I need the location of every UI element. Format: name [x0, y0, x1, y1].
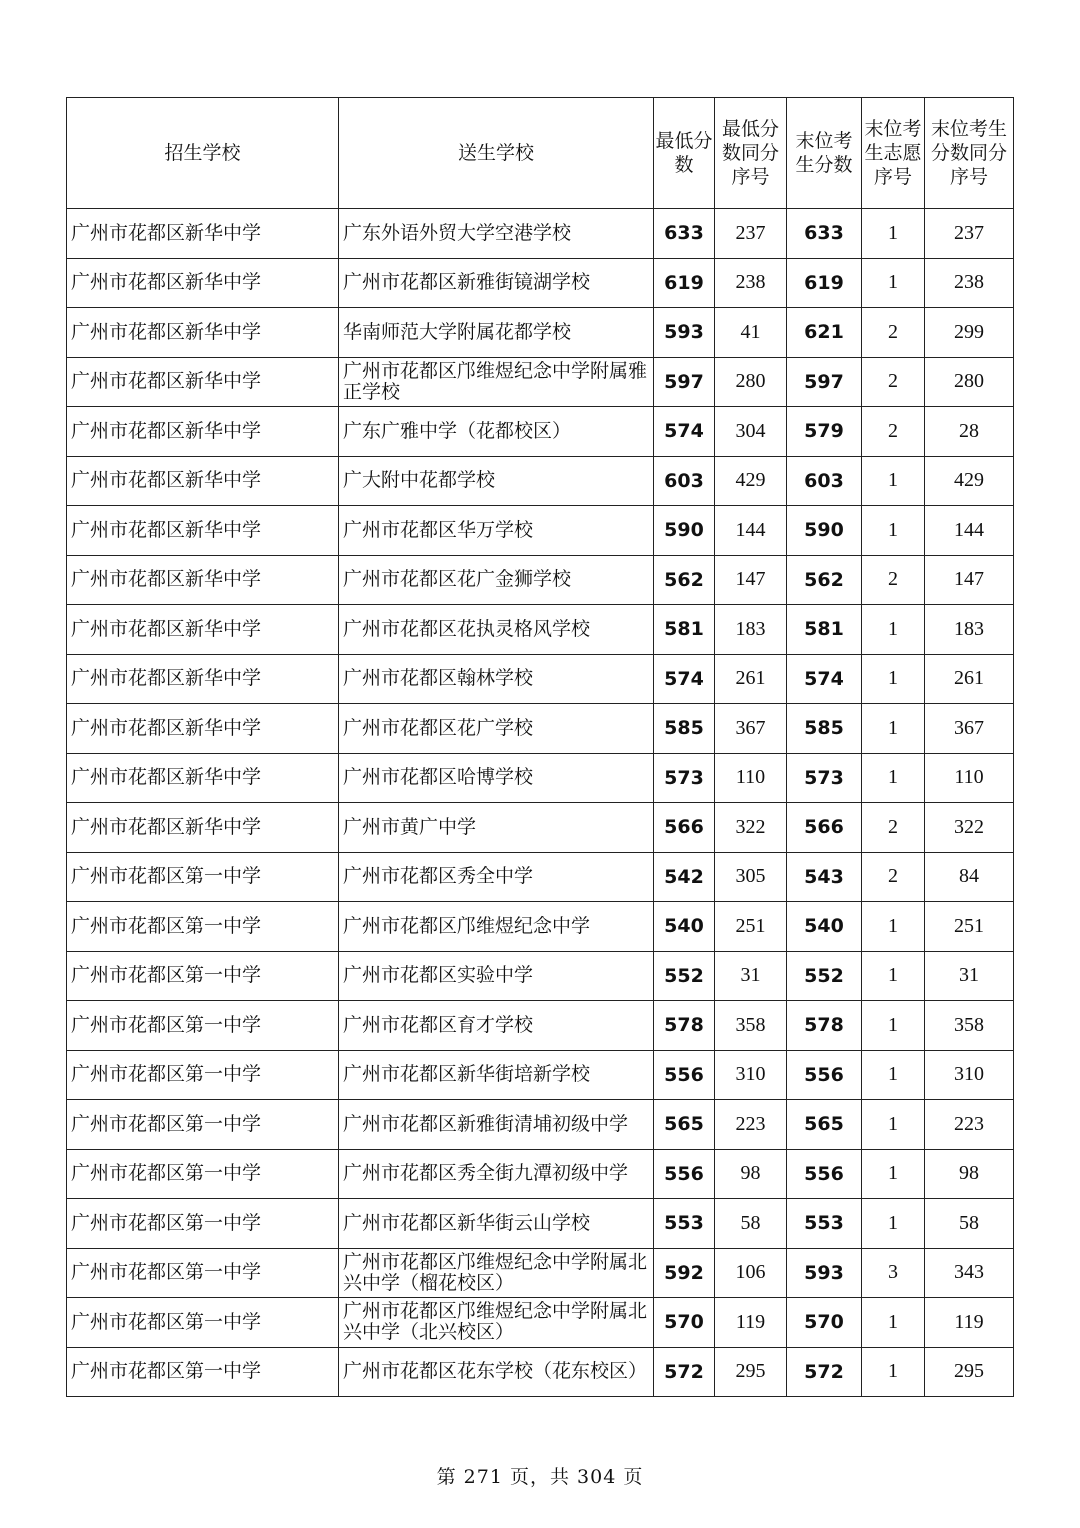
cell-sender-school: 广州市花都区新雅街清埔初级中学	[339, 1100, 654, 1150]
cell-admit-school: 广州市花都区新华中学	[67, 555, 339, 605]
cell-admit-school: 广州市花都区第一中学	[67, 1100, 339, 1150]
cell-min-score-rank: 183	[715, 605, 787, 655]
cell-min-score-rank: 110	[715, 753, 787, 803]
cell-sender-school: 广州市花都区实验中学	[339, 951, 654, 1001]
cell-last-score: 570	[787, 1298, 862, 1348]
cell-min-score-rank: 106	[715, 1248, 787, 1298]
table-row	[67, 902, 1014, 952]
cell-min-score: 542	[654, 852, 715, 902]
cell-sender-school: 广州市花都区育才学校	[339, 1001, 654, 1051]
cell-last-rank: 429	[925, 456, 1014, 506]
cell-admit-school: 广州市花都区新华中学	[67, 753, 339, 803]
cell-last-choice: 1	[862, 704, 925, 754]
table-row	[67, 308, 1014, 358]
table-row	[67, 209, 1014, 259]
cell-admit-school: 广州市花都区新华中学	[67, 308, 339, 358]
cell-min-score-rank: 237	[715, 209, 787, 259]
cell-min-score: 553	[654, 1199, 715, 1249]
cell-min-score: 619	[654, 258, 715, 308]
header-sender-school: 送生学校	[339, 98, 654, 209]
cell-last-rank: 343	[925, 1248, 1014, 1298]
cell-last-score: 578	[787, 1001, 862, 1051]
cell-admit-school: 广州市花都区第一中学	[67, 1347, 339, 1397]
table-row	[67, 1347, 1014, 1397]
cell-last-choice: 1	[862, 258, 925, 308]
cell-admit-school: 广州市花都区新华中学	[67, 357, 339, 407]
cell-sender-school: 广州市花都区秀全街九潭初级中学	[339, 1149, 654, 1199]
cell-min-score: 540	[654, 902, 715, 952]
table-row	[67, 704, 1014, 754]
cell-sender-school: 广州市花都区秀全中学	[339, 852, 654, 902]
cell-sender-school: 广大附中花都学校	[339, 456, 654, 506]
cell-last-score: 579	[787, 407, 862, 457]
cell-min-score-rank: 119	[715, 1298, 787, 1348]
cell-last-score: 593	[787, 1248, 862, 1298]
table-row	[67, 1001, 1014, 1051]
cell-min-score-rank: 31	[715, 951, 787, 1001]
cell-min-score: 581	[654, 605, 715, 655]
cell-last-rank: 28	[925, 407, 1014, 457]
cell-last-rank: 119	[925, 1298, 1014, 1348]
cell-min-score-rank: 304	[715, 407, 787, 457]
cell-admit-school: 广州市花都区新华中学	[67, 209, 339, 259]
cell-last-choice: 2	[862, 407, 925, 457]
cell-last-rank: 147	[925, 555, 1014, 605]
cell-last-choice: 1	[862, 902, 925, 952]
cell-admit-school: 广州市花都区新华中学	[67, 803, 339, 853]
cell-min-score: 597	[654, 357, 715, 407]
cell-sender-school: 华南师范大学附属花都学校	[339, 308, 654, 358]
cell-last-score: 581	[787, 605, 862, 655]
cell-min-score: 556	[654, 1050, 715, 1100]
cell-min-score: 633	[654, 209, 715, 259]
cell-min-score-rank: 41	[715, 308, 787, 358]
cell-last-rank: 358	[925, 1001, 1014, 1051]
cell-last-rank: 367	[925, 704, 1014, 754]
cell-min-score: 590	[654, 506, 715, 556]
header-last-rank: 末位考生分数同分序号	[925, 98, 1014, 209]
cell-min-score-rank: 367	[715, 704, 787, 754]
cell-last-choice: 1	[862, 605, 925, 655]
cell-last-choice: 2	[862, 852, 925, 902]
table-body	[67, 209, 1014, 1397]
page-footer: 第 271 页，共 304 页	[436, 1466, 644, 1488]
cell-admit-school: 广州市花都区新华中学	[67, 605, 339, 655]
cell-admit-school: 广州市花都区新华中学	[67, 704, 339, 754]
table-row	[67, 357, 1014, 407]
cell-sender-school: 广州市花都区华万学校	[339, 506, 654, 556]
cell-last-choice: 1	[862, 1001, 925, 1051]
cell-last-rank: 295	[925, 1347, 1014, 1397]
cell-sender-school: 广州市花都区邝维煜纪念中学附属雅正学校	[339, 357, 654, 407]
header-admit-school: 招生学校	[67, 98, 339, 209]
cell-min-score: 574	[654, 654, 715, 704]
cell-last-score: 597	[787, 357, 862, 407]
table-row	[67, 605, 1014, 655]
cell-last-score: 603	[787, 456, 862, 506]
cell-min-score: 562	[654, 555, 715, 605]
cell-last-rank: 58	[925, 1199, 1014, 1249]
cell-last-rank: 98	[925, 1149, 1014, 1199]
cell-admit-school: 广州市花都区第一中学	[67, 902, 339, 952]
cell-min-score-rank: 144	[715, 506, 787, 556]
cell-min-score: 573	[654, 753, 715, 803]
cell-last-score: 566	[787, 803, 862, 853]
cell-sender-school: 广州市花都区哈博学校	[339, 753, 654, 803]
cell-last-rank: 238	[925, 258, 1014, 308]
cell-min-score: 593	[654, 308, 715, 358]
table-row	[67, 1298, 1014, 1348]
cell-sender-school: 广州市花都区新雅街镜湖学校	[339, 258, 654, 308]
cell-last-choice: 1	[862, 1199, 925, 1249]
cell-last-score: 619	[787, 258, 862, 308]
cell-admit-school: 广州市花都区新华中学	[67, 258, 339, 308]
cell-admit-school: 广州市花都区第一中学	[67, 1050, 339, 1100]
cell-admit-school: 广州市花都区第一中学	[67, 1248, 339, 1298]
cell-last-rank: 31	[925, 951, 1014, 1001]
cell-last-score: 543	[787, 852, 862, 902]
table-row	[67, 1100, 1014, 1150]
cell-last-choice: 2	[862, 555, 925, 605]
cell-last-choice: 2	[862, 308, 925, 358]
cell-last-choice: 1	[862, 1149, 925, 1199]
cell-min-score: 574	[654, 407, 715, 457]
admission-score-table	[66, 97, 1014, 1397]
cell-last-choice: 1	[862, 654, 925, 704]
cell-last-rank: 223	[925, 1100, 1014, 1150]
cell-last-choice: 3	[862, 1248, 925, 1298]
cell-last-score: 633	[787, 209, 862, 259]
cell-last-choice: 1	[862, 209, 925, 259]
cell-admit-school: 广州市花都区第一中学	[67, 1001, 339, 1051]
cell-last-score: 556	[787, 1050, 862, 1100]
table-row	[67, 803, 1014, 853]
cell-min-score: 565	[654, 1100, 715, 1150]
cell-sender-school: 广州市花都区翰林学校	[339, 654, 654, 704]
cell-last-score: 553	[787, 1199, 862, 1249]
cell-last-score: 572	[787, 1347, 862, 1397]
cell-min-score-rank: 295	[715, 1347, 787, 1397]
table-row	[67, 852, 1014, 902]
header-min-score-rank: 最低分数同分序号	[715, 98, 787, 209]
cell-sender-school: 广州市花都区新华街云山学校	[339, 1199, 654, 1249]
cell-last-rank: 310	[925, 1050, 1014, 1100]
cell-last-choice: 1	[862, 456, 925, 506]
cell-last-rank: 261	[925, 654, 1014, 704]
cell-admit-school: 广州市花都区第一中学	[67, 1149, 339, 1199]
cell-min-score-rank: 305	[715, 852, 787, 902]
cell-min-score-rank: 251	[715, 902, 787, 952]
cell-last-score: 565	[787, 1100, 862, 1150]
cell-min-score: 572	[654, 1347, 715, 1397]
table-row	[67, 1149, 1014, 1199]
cell-last-rank: 280	[925, 357, 1014, 407]
cell-last-rank: 299	[925, 308, 1014, 358]
cell-last-score: 573	[787, 753, 862, 803]
cell-last-choice: 1	[862, 1100, 925, 1150]
cell-sender-school: 广州市花都区花广金狮学校	[339, 555, 654, 605]
cell-min-score: 570	[654, 1298, 715, 1348]
cell-last-choice: 1	[862, 1298, 925, 1348]
cell-min-score-rank: 429	[715, 456, 787, 506]
cell-last-rank: 322	[925, 803, 1014, 853]
cell-admit-school: 广州市花都区新华中学	[67, 456, 339, 506]
cell-last-score: 556	[787, 1149, 862, 1199]
table-row	[67, 1199, 1014, 1249]
cell-last-choice: 2	[862, 357, 925, 407]
cell-sender-school: 广州市花都区花广学校	[339, 704, 654, 754]
cell-last-choice: 1	[862, 951, 925, 1001]
cell-sender-school: 广州市花都区邝维煜纪念中学附属北兴中学（北兴校区）	[339, 1298, 654, 1348]
cell-sender-school: 广州市花都区花执灵格风学校	[339, 605, 654, 655]
cell-last-score: 540	[787, 902, 862, 952]
table-row	[67, 753, 1014, 803]
cell-last-score: 590	[787, 506, 862, 556]
table-row	[67, 506, 1014, 556]
cell-sender-school: 广东广雅中学（花都校区）	[339, 407, 654, 457]
cell-sender-school: 广州市花都区邝维煜纪念中学附属北兴中学（榴花校区）	[339, 1248, 654, 1298]
cell-sender-school: 广州市黄广中学	[339, 803, 654, 853]
cell-sender-school: 广东外语外贸大学空港学校	[339, 209, 654, 259]
table-header-row	[67, 98, 1014, 209]
cell-min-score-rank: 358	[715, 1001, 787, 1051]
cell-last-score: 552	[787, 951, 862, 1001]
cell-last-rank: 183	[925, 605, 1014, 655]
cell-admit-school: 广州市花都区新华中学	[67, 654, 339, 704]
table-row	[67, 407, 1014, 457]
cell-min-score: 592	[654, 1248, 715, 1298]
table-row	[67, 258, 1014, 308]
cell-min-score-rank: 98	[715, 1149, 787, 1199]
cell-min-score: 578	[654, 1001, 715, 1051]
cell-last-choice: 1	[862, 1050, 925, 1100]
table-row	[67, 456, 1014, 506]
cell-min-score-rank: 261	[715, 654, 787, 704]
cell-last-rank: 144	[925, 506, 1014, 556]
cell-min-score-rank: 238	[715, 258, 787, 308]
cell-last-score: 621	[787, 308, 862, 358]
cell-admit-school: 广州市花都区第一中学	[67, 1199, 339, 1249]
cell-last-choice: 1	[862, 506, 925, 556]
cell-admit-school: 广州市花都区新华中学	[67, 407, 339, 457]
cell-admit-school: 广州市花都区第一中学	[67, 951, 339, 1001]
cell-min-score-rank: 223	[715, 1100, 787, 1150]
cell-last-score: 585	[787, 704, 862, 754]
cell-min-score-rank: 58	[715, 1199, 787, 1249]
cell-last-choice: 1	[862, 753, 925, 803]
cell-sender-school: 广州市花都区邝维煜纪念中学	[339, 902, 654, 952]
cell-admit-school: 广州市花都区第一中学	[67, 852, 339, 902]
cell-min-score-rank: 280	[715, 357, 787, 407]
table-row	[67, 951, 1014, 1001]
cell-last-choice: 1	[862, 1347, 925, 1397]
cell-sender-school: 广州市花都区新华街培新学校	[339, 1050, 654, 1100]
cell-admit-school: 广州市花都区第一中学	[67, 1298, 339, 1348]
cell-last-rank: 251	[925, 902, 1014, 952]
cell-last-choice: 2	[862, 803, 925, 853]
cell-min-score: 556	[654, 1149, 715, 1199]
header-min-score: 最低分数	[654, 98, 715, 209]
cell-admit-school: 广州市花都区新华中学	[67, 506, 339, 556]
header-last-choice: 末位考生志愿序号	[862, 98, 925, 209]
cell-min-score: 585	[654, 704, 715, 754]
header-last-score: 末位考生分数	[787, 98, 862, 209]
cell-last-score: 574	[787, 654, 862, 704]
cell-last-rank: 237	[925, 209, 1014, 259]
cell-last-rank: 110	[925, 753, 1014, 803]
table-row	[67, 1050, 1014, 1100]
cell-min-score-rank: 322	[715, 803, 787, 853]
cell-min-score-rank: 147	[715, 555, 787, 605]
cell-min-score: 552	[654, 951, 715, 1001]
table-row	[67, 654, 1014, 704]
cell-min-score: 566	[654, 803, 715, 853]
cell-last-rank: 84	[925, 852, 1014, 902]
cell-sender-school: 广州市花都区花东学校（花东校区）	[339, 1347, 654, 1397]
table-row	[67, 555, 1014, 605]
table-row	[67, 1248, 1014, 1298]
cell-min-score-rank: 310	[715, 1050, 787, 1100]
cell-last-score: 562	[787, 555, 862, 605]
cell-min-score: 603	[654, 456, 715, 506]
